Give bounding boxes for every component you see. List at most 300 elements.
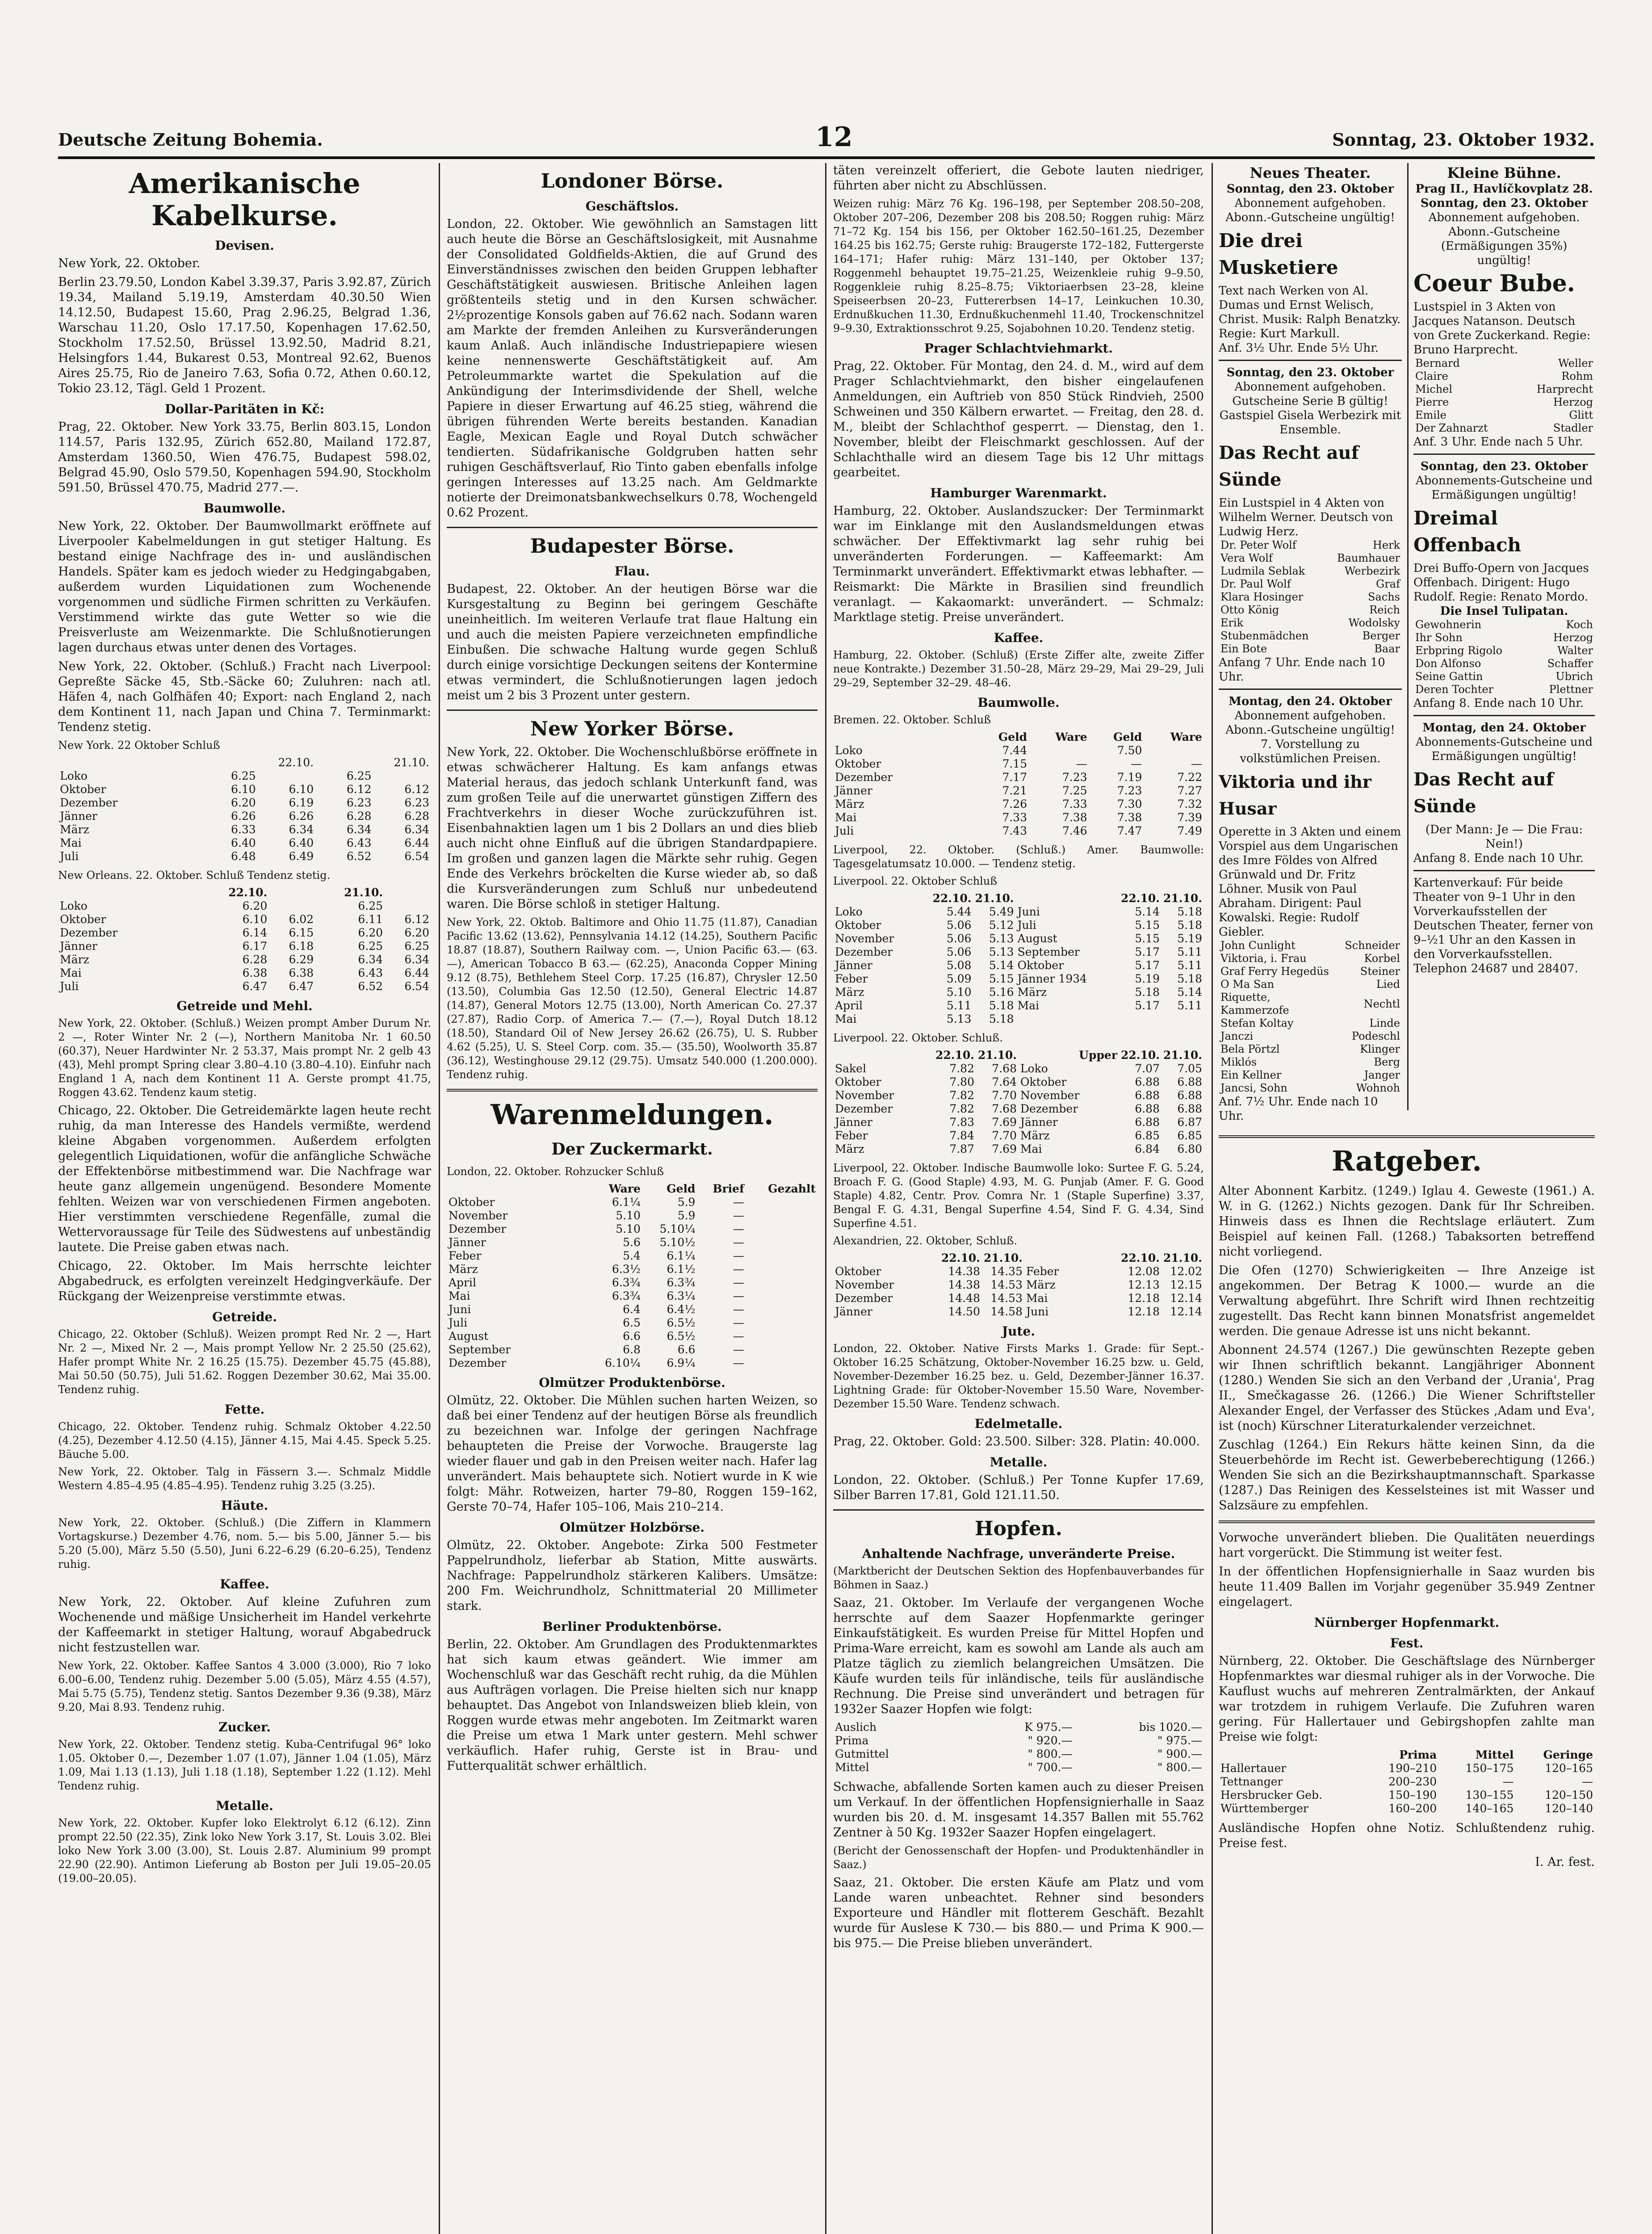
liverpool-egyptian-table	[833, 1049, 1204, 1156]
table-cell: Mai	[1017, 999, 1040, 1012]
table-cell: März	[835, 1142, 864, 1155]
table-row	[58, 823, 431, 836]
table-cell: 5.10	[946, 986, 972, 999]
table-row	[447, 1196, 818, 1209]
table-cell: 5.11	[1177, 945, 1202, 958]
neues-date: Sonntag, den 23. Oktober	[1226, 182, 1394, 196]
table-cell: Dezember	[1020, 1102, 1078, 1115]
table-cell: März	[60, 823, 89, 836]
saaz-note: In der öffentlichen Hopfensignierhalle in Saaz wurden bis heute 11.409 Ballen im Vorjahr gegenüber 35.949 Zentner eingelagert.	[1219, 1565, 1595, 1609]
actor-name: Podeschl	[1351, 1030, 1400, 1042]
subhead-getreide-2: Getreide.	[212, 1310, 277, 1324]
table-cell: —	[733, 1209, 744, 1222]
table-cell	[1029, 744, 1089, 757]
kleine2-note: Abonnements-Gutscheine und Ermäßigungen ungültig!	[1415, 474, 1593, 502]
cast-row	[1219, 642, 1402, 655]
table-cell: 6.88	[1135, 1102, 1160, 1115]
column-1	[58, 163, 431, 2234]
column-header: 22.10.	[1121, 1251, 1160, 1264]
table-cell: Mittel	[835, 1761, 869, 1774]
role-name: O Ma San	[1220, 978, 1275, 991]
table-cell: 190–210	[1388, 1762, 1437, 1775]
table-cell: 12.08	[1128, 1265, 1160, 1278]
fette-text-1: Chicago, 22. Oktober. Tendenz ruhig. Schmalz Oktober 4.22.50 (4.25), Dezember 4.12.50 (4.15), Jänner 4.15, Mai 4.45. Speck 5.25. Bäuche 5.00.	[58, 1420, 431, 1461]
table-cell: 7.82	[949, 1089, 974, 1102]
viktoria-time: Anf. 7½ Uhr. Ende nach 10 Uhr.	[1219, 1095, 1378, 1123]
table-cell	[833, 1049, 934, 1062]
recht-time: Anfang 7 Uhr. Ende nach 10 Uhr.	[1219, 656, 1385, 684]
cast-row	[1219, 1069, 1402, 1082]
table-cell: 150–175	[1465, 1762, 1514, 1775]
table-cell: November	[835, 1278, 894, 1291]
table-row	[833, 1292, 1204, 1305]
table-cell: 5.06	[946, 945, 972, 958]
ny-table-head: New York. 22 Oktober Schluß	[58, 739, 220, 752]
footer-note: I. Ar. fest.	[1535, 1855, 1595, 1869]
table-cell: 7.82	[949, 1062, 974, 1075]
table-cell: Württemberger	[1220, 1802, 1308, 1815]
table-cell: 5.11	[1177, 959, 1202, 972]
table-cell: 6.26	[231, 810, 256, 823]
recht-info: Ein Lustspiel in 4 Akten von Wilhelm Werner. Deutsch von Ludwig Herz.	[1219, 496, 1393, 538]
table-cell: 7.50	[1117, 744, 1142, 757]
table-row	[833, 1721, 1204, 1734]
table-row	[447, 1276, 818, 1289]
role-name: Deren Tochter	[1415, 683, 1494, 696]
table-row	[447, 1289, 818, 1303]
table-row	[833, 1062, 1204, 1075]
table-cell: 6.44	[404, 836, 429, 849]
table-cell: 140–165	[1465, 1802, 1514, 1815]
table-cell: 5.06	[946, 932, 972, 945]
table-cell: 6.87	[1177, 1116, 1202, 1129]
table-cell: 7.22	[1177, 771, 1202, 784]
table-cell: —	[1582, 1775, 1593, 1788]
table-cell: 6.25	[346, 769, 372, 782]
table-cell: 7.70	[992, 1089, 1017, 1102]
actor-name: Ubrich	[1556, 670, 1593, 683]
table-cell: Mai	[60, 836, 82, 849]
table-cell: Juli	[1017, 919, 1036, 932]
table-cell: 7.17	[1002, 771, 1027, 784]
table-cell: 6.49	[289, 850, 314, 863]
table-row	[1219, 1802, 1595, 1815]
table-cell: Jänner	[449, 1236, 486, 1249]
divider	[833, 1509, 1204, 1511]
table-cell: 6.34	[404, 823, 429, 836]
nuernberg-price-table	[1219, 1748, 1595, 1815]
subhead-edelmetalle: Edelmetalle.	[974, 1416, 1063, 1431]
column-header: Geringe	[1543, 1748, 1593, 1761]
kleine-addr: Prag II., Havlíčkovplatz 28.	[1415, 182, 1593, 196]
table-cell: 6.88	[1177, 1075, 1202, 1088]
actor-name: Graf	[1376, 578, 1400, 590]
table-cell: 7.27	[1177, 784, 1202, 797]
table-cell: März	[60, 953, 89, 966]
table-cell: 6.5½	[667, 1330, 696, 1343]
actor-name: Harprecht	[1536, 383, 1593, 395]
actor-name: Baar	[1374, 642, 1400, 655]
table-row	[833, 945, 1204, 959]
table-cell: Mai	[835, 811, 857, 824]
table-row	[58, 783, 431, 796]
issue-date: Sonntag, 23. Oktober 1932.	[1332, 130, 1595, 150]
budapest-text: Budapest, 22. Oktober. An der heutigen Börse war die Kursgestaltung zu Beginn bei geringem Geschäfte uneinheitlich. Im weiteren Verlaufe trat flaue Haltung ein und auch die meisten Papiere verzeichneten empfindliche Einbußen. Die schwache Haltung wurde gegen Schluß durch einige vorsichtige Deckungen seitens der Kontermine etwas vermindert, die Schlußnotierungen lagen jedoch meist um 2 bis 3 Prozent unter gestern.	[447, 582, 818, 702]
section-title-newyork: New Yorker Börse.	[530, 718, 734, 740]
insel-cast-list	[1413, 618, 1595, 696]
cast-row	[1413, 631, 1595, 644]
column-header: 22.10.	[932, 892, 972, 905]
table-cell	[385, 899, 431, 913]
role-name: Gewohnerin	[1415, 618, 1482, 631]
table-cell: Loko	[60, 899, 88, 912]
getreide-text-1: New York, 22. Oktober. (Schluß.) Weizen prompt Amber Durum Nr. 2 —, Roter Winter Nr. 2 (—), Northern Manitoba Nr. 1 60.50 (60.37), Neuer Hardwinter Nr. 2 53.37, Mais prompt Nr. 2 gelb 43 (43), Mehl prompt Spring clear 3.80–4.10 (3.80–4.10). Einfuhr nach England 1 A, nach dem Kontinent 11 A. Gerste prompt 41.75, Roggen 43.62. Tendenz kaum stetig.	[58, 1017, 431, 1099]
table-cell: —	[733, 1343, 744, 1356]
table-header-row	[58, 756, 431, 769]
table-cell: 6.43	[358, 966, 383, 979]
table-cell: 5.18	[1177, 905, 1202, 918]
table-cell: 6.5½	[667, 1316, 696, 1329]
nyborse-text: New York, 22. Oktober. Die Wochenschlußbörse eröffnete in etwas schwächerer Haltung. Es kam anfangs etwas Material heraus, das jedoch schlank Unterkunft fand, was zum großen Teile auf die unerwartet günstigen Ziffern des Frachtverkehrs in dieser Woche zurückzuführen ist. Eisenbahnaktien lagen um 1 bis 2 Dollars an und dies blieb auch nicht ohne Einfluß auf die übrigen Standardpapiere. Im großen und ganzen lagen die Märkte sehr ruhig. Gegen Ende des Verkehrs bröckelten die Kurse wieder ab, so daß die Kursveränderungen zum Schluß nur unbedeutend waren. Die Börse schloß in stetiger Haltung.	[447, 745, 818, 911]
table-cell: 6.10	[231, 783, 256, 796]
table-cell: 6.10	[289, 783, 314, 796]
table-row	[833, 1278, 1204, 1292]
coeur-cast-list	[1413, 357, 1595, 435]
subhead-zuckermarkt: Der Zuckermarkt.	[551, 1140, 713, 1159]
table-cell: 7.84	[949, 1129, 974, 1142]
table-cell: 5.09	[946, 972, 972, 985]
indisch-text: Liverpool, 22. Oktober. Indische Baumwolle loko: Surtee F. G. 5.24, Broach F. G. (Good Staple) 4.93, M. G. Punjab (Amer. F. G. Good Staple) 4.82, Centr. Prov. Comra Nr. 1 (Staple Superfine) 3.37, Bengal F. G. 4.31, Bengal Superfine 4.54, Sind F. G. 4.34, Sind Superfine 4.51.	[833, 1162, 1204, 1230]
neues-theater-block	[1219, 166, 1402, 361]
subhead-metalle: Metalle.	[990, 1455, 1048, 1470]
table-cell: 5.11	[1177, 999, 1202, 1012]
table-cell: Oktober	[1017, 959, 1064, 972]
table-cell: Jänner	[60, 810, 97, 823]
hopfen-price-table	[833, 1721, 1204, 1774]
table-row	[833, 1102, 1204, 1116]
hopfen-intro: (Marktbericht der Deutschen Sektion des Hopfenbauverbandes für Böhmen in Saaz.)	[833, 1565, 1204, 1591]
table-cell: 6.88	[1135, 1116, 1160, 1129]
cast-row	[1219, 939, 1402, 952]
table-cell: Jänner	[60, 940, 97, 953]
table-row	[58, 926, 431, 940]
weizen-text: Weizen ruhig: März 76 Kg. 196–198, per September 208.50–208, Oktober 207–206, Dezember 208 bis 208.50; Roggen ruhig: März 71–72 Kg. 154 bis 156, per Oktober 162.50–161.25, Dezember 164.25 bis 162.75; Gerste ruhig: Braugerste 172–182, Futtergerste 164–171; Hafer ruhig: März 131–140, per Oktober 137; Roggenmehl behauptet 19.75–21.25, Weizenkleie ruhig 9–9.50, Roggenkleie ruhig 8.25–8.75; Viktoriaerbsen 23–28, kleine Speiseerbsen 20–23, Futtererbsen 14–17, Leinkuchen 10.30, Erdnußkuchen 11.30, Erdnußkuchenmehl 11.40, Trockenschnitzel 9–9.30, Extraktionsschrot 9.25, Sojabohnen 10.20. Tendenz stetig.	[833, 197, 1204, 335]
table-cell: 5.9	[677, 1196, 696, 1209]
table-row	[833, 999, 1204, 1012]
kartenverkauf: Kartenverkauf: Für beide Theater von 9–1 Uhr in den Vorverkaufsstellen der Deutschen Theater, ferner von 9–½1 Uhr an den Kassen in den Vorverkaufsstellen. Telephon 24687 und 28407.	[1413, 876, 1593, 975]
cast-row	[1413, 657, 1595, 670]
theater-column-rule	[1407, 163, 1409, 1110]
table-cell: 7.15	[1002, 757, 1027, 770]
jute-text: London, 22. Oktober. Native Firsts Marks 1. Grade: für Sept.-Oktober 16.25 Schätzung, Oktober-November 16.25 bzw. u. Geld, November-Dezember 16.25 bez. u. Geld, Dezember-Jänner 16.37. Lightning Grade: für Oktober-November 15.50 Ware, November-Dezember 15.50 Ware. Tendenz schwach.	[833, 1342, 1204, 1410]
table-cell: —	[733, 1303, 744, 1316]
table-row	[58, 966, 431, 980]
table-row	[447, 1209, 818, 1222]
column-header: 21.10.	[1163, 1049, 1202, 1062]
column-header: Upper	[1079, 1049, 1117, 1062]
table-row	[833, 784, 1204, 798]
table-cell: 6.17	[242, 940, 268, 953]
table-cell: Loko	[835, 905, 863, 918]
cast-row	[1219, 965, 1402, 978]
column-4	[1219, 163, 1595, 2234]
page-number: 12	[815, 122, 853, 153]
table-row	[833, 1761, 1204, 1774]
table-header-row	[447, 1182, 818, 1196]
ratgeber-item: Alter Abonnent Karbitz. (1249.) Iglau 4. Geweste (1961.) A. W. in G. (1262.) Nichts gezogen. Dank für Ihr Schreiben. Hinweis dass es Ihnen die Rechtslage erläutert. Zum Beispiel auf keinen Fall. (1268.) Tabaksorten betreffend nicht vorliegend.	[1219, 1184, 1595, 1259]
table-cell: 7.38	[1117, 811, 1142, 824]
actor-name: Herzog	[1553, 396, 1593, 408]
table-cell: 12.18	[1128, 1305, 1160, 1318]
table-cell: 7.21	[1002, 784, 1027, 797]
table-cell: —	[733, 1316, 744, 1329]
column-header: 22.10.	[1121, 892, 1160, 905]
baumwolle-text-1: New York, 22. Oktober. Der Baumwollmarkt eröffnete auf Liverpooler Kabelmeldungen in gut stetiger Haltung. Es bestand einige Nachfrage des in- und ausländischen Handels. Später kam es jedoch wieder zu Hedgingabgaben, außerdem wurden Liquidationen zum Wochenende vorgenommen und südliche Firmen schritten zu Verkäufen. Verstimmend wirkte das gute Wetter so wie die Preisverluste am Weizenmarkte. Die Schlußnotierungen lagen durchaus etwas unter denen des Vortages.	[58, 519, 431, 655]
subhead-jute: Jute.	[1002, 1324, 1036, 1339]
role-name: Ludmila Seblak	[1220, 565, 1305, 577]
table-cell: 5.9	[677, 1209, 696, 1222]
role-name: Michel	[1415, 383, 1453, 395]
offenbach-time: Anfang 8. Ende nach 10 Uhr.	[1413, 697, 1584, 710]
col3-intro: täten vereinzelt offeriert, die Gebote lauten niedriger, führten aber nicht zu Abschlüssen.	[833, 164, 1204, 193]
actor-name: Schaffer	[1547, 657, 1593, 670]
offenbach-block	[1413, 459, 1595, 716]
kaffee-text: Hamburg, 22. Oktober. (Schluß) (Erste Ziffer alte, zweite Ziffer neue Kontrakte.) Dezember 31.50–28, März 29–29, Mai 29–29, Juli 29–29, September 32–29. 48–46.	[833, 649, 1204, 689]
column-header	[385, 886, 431, 899]
cast-row	[1219, 578, 1402, 591]
table-header-row	[58, 886, 431, 899]
actor-name: Stadler	[1553, 422, 1593, 434]
subhead-nuernberg-fest: Fest.	[1390, 1636, 1424, 1650]
table-row	[833, 1734, 1204, 1747]
table-cell: 6.9¼	[667, 1356, 696, 1369]
table-cell: Oktober	[449, 1196, 495, 1209]
role-name: Klara Hosinger	[1220, 591, 1304, 603]
table-cell: 5.18	[1177, 919, 1202, 932]
table-cell: 6.14	[242, 926, 268, 939]
column-2	[447, 163, 818, 2234]
column-header: 22.10.	[935, 1049, 974, 1062]
recht-block	[1219, 365, 1402, 690]
table-row	[58, 769, 431, 783]
table-cell: 6.4½	[667, 1303, 696, 1316]
alexandria-table	[833, 1251, 1204, 1319]
ratgeber-item: Zuschlag (1264.) Ein Rekurs hätte keinen Sinn, da die Steuerbehörde im Recht ist. Gewerbeberechtigung (1266.) Wenden Sie sich an die Bezirkshauptmannschaft. Sparkasse (1287.) Das Reinigen des Kesselsteines ist mit Wasser und Salzsäure zu empfehlen.	[1219, 1438, 1595, 1512]
table-cell: März	[835, 798, 864, 810]
table-cell: Jänner 1934	[1017, 972, 1087, 985]
column-header	[1024, 1251, 1119, 1265]
montag-note: Abonnement aufgehoben. Abonn.-Gutscheine ungültig! 7. Vorstellung zu volkstümlichen Preisen.	[1225, 709, 1395, 765]
table-cell: Dezember	[60, 796, 118, 809]
hopfen3-intro: (Bericht der Genossenschaft der Hopfen- und Produktenhändler in Saaz.)	[833, 1844, 1204, 1871]
viktoria-info: Operette in 3 Akten und einem Vorspiel aus dem Ungarischen des Imre Földes von Alfred Grünwald und Dr. Fritz Löhner. Musik von Paul Abraham. Dirigent: Paul Kowalski. Regie: Rudolf Giebler.	[1219, 825, 1401, 939]
table-cell: 6.18	[289, 940, 314, 953]
liverpool-head: Liverpool. 22. Oktober Schluß	[833, 875, 998, 887]
recht2-block	[1413, 721, 1595, 871]
table-row	[833, 1747, 1204, 1761]
table-cell: November	[449, 1209, 508, 1222]
table-cell: 6.34	[404, 953, 429, 966]
table-cell: Juni	[1017, 905, 1040, 918]
table-cell: April	[449, 1276, 476, 1289]
table-cell: Feber	[835, 1129, 868, 1142]
table-row	[58, 913, 431, 926]
role-name: Viktoria, i. Frau	[1220, 952, 1307, 965]
table-row	[447, 1236, 818, 1249]
table-cell: 5.11	[946, 999, 972, 1012]
table-cell: K 975.—	[1024, 1721, 1073, 1734]
column-header: 21.10.	[975, 892, 1014, 905]
subhead-schlachtvieh: Prager Schlachtviehmarkt.	[924, 341, 1113, 356]
hopfen-text-2: Schwache, abfallende Sorten kamen auch zu dieser Preisen um Verkauf. In der öffentlichen Hopfensignierhalle in Saaz wurden bis 20. d. M. insgesamt 14.357 Ballen mit 55.762 Zentner à 50 Kg. 1932er Saazer Hopfen eingelagert.	[833, 1780, 1204, 1839]
top-rule	[58, 156, 1595, 159]
hopfen-note: Vorwoche unverändert blieben. Die Qualitäten neuerdings hart vorgerückt. Die Stimmung ist weiter fest.	[1219, 1531, 1595, 1560]
table-cell	[1016, 1012, 1119, 1026]
table-header-row	[833, 1251, 1204, 1265]
table-header-row	[833, 731, 1204, 744]
table-cell	[447, 1182, 587, 1196]
table-cell: 7.47	[1117, 824, 1142, 837]
nuernberg-text: Nürnberg, 22. Oktober. Die Geschäftslage des Nürnberger Hopfenmarktes war diesmal ruhiger als in der Vorwoche. Die Kauflust wuchs auf mehreren Zentralmärkten, der Ankauf war trotzdem in ruhigem Verlaufe. Die Zufuhren waren gering. Für Hallertauer und Gebirgshopfen zahlte man Preise wie folgt:	[1219, 1654, 1595, 1744]
cast-row	[1219, 604, 1402, 617]
actor-name: Berg	[1374, 1056, 1400, 1068]
table-cell: 6.38	[289, 966, 314, 979]
column-header: Prima	[1399, 1748, 1437, 1761]
table-cell: 5.14	[1177, 986, 1202, 999]
recht2-title: Das Recht auf Sünde	[1413, 769, 1554, 817]
subhead-devisen: Devisen.	[215, 238, 274, 253]
table-row	[833, 811, 1204, 824]
table-cell: 6.43	[346, 836, 372, 849]
table-cell: 6.6	[677, 1343, 696, 1356]
table-cell	[833, 892, 931, 905]
column-header: Gezahlt	[768, 1182, 816, 1195]
table-cell: 6.20	[358, 926, 383, 939]
column-header: Geld	[998, 731, 1027, 743]
fette-text-2: New York, 22. Oktober. Talg in Fässern 3.—. Schmalz Middle Western 4.85–4.95 (4.85–4.95). Tendenz ruhig 3.25 (3.25).	[58, 1466, 431, 1492]
table-cell: Dezember	[449, 1356, 507, 1369]
table-cell	[373, 769, 431, 783]
montag-date: Montag, den 24. Oktober	[1229, 695, 1392, 708]
column-header: Ware	[1170, 731, 1202, 743]
role-name: Ein Bote	[1220, 642, 1267, 655]
table-cell: 6.3¾	[612, 1289, 641, 1302]
table-cell: 6.85	[1177, 1129, 1202, 1142]
actor-name: Janger	[1364, 1069, 1400, 1081]
column-header: 22.10.	[278, 756, 314, 769]
table-cell: 6.20	[404, 926, 429, 939]
liverpool-intro: Liverpool, 22. Oktober. (Schluß.) Amer. Baumwolle: Tagesgelatumsatz 10.000. — Tendenz stetig.	[833, 844, 1204, 870]
neues-theater-listing	[1219, 163, 1402, 1128]
column-header: 21.10.	[978, 1049, 1017, 1062]
table-row	[58, 836, 431, 850]
table-cell: 6.85	[1135, 1129, 1160, 1142]
table-cell: 7.33	[1002, 811, 1027, 824]
table-cell: 6.48	[231, 850, 256, 863]
recht2-info: (Der Mann: Je — Die Frau: Nein!)	[1425, 823, 1583, 851]
role-name: Erbpring Rigolo	[1415, 644, 1502, 657]
recht-cast-list	[1219, 539, 1402, 655]
column-header	[269, 886, 315, 899]
schlacht-text: Prag, 22. Oktober. Für Montag, den 24. d. M., wird auf dem Prager Schlachtviehmarkt, den bisher eingelaufenen Anmeldungen, ein Auftrieb von 850 Stück Rindvieh, 2500 Schweinen und 350 Kälbern erwartet. — Freitag, den 28. d. M., bleibt der Schlachthof gesperrt. — Dienstag, den 1. November, bleibt der Fleischmarkt geschlossen. Auf der Schlachthalle wird an diesem Tage bis 12 Uhr mittags gearbeitet.	[833, 359, 1204, 479]
table-cell: 6.3¾	[612, 1276, 641, 1289]
table-row	[833, 1116, 1204, 1129]
cast-row	[1219, 539, 1402, 552]
table-row	[833, 1089, 1204, 1102]
subhead-fette: Fette.	[224, 1402, 265, 1417]
table-cell: März	[835, 986, 864, 999]
table-cell: —	[1131, 757, 1142, 770]
table-cell: Jänner	[835, 784, 872, 797]
table-cell: 6.25	[231, 769, 256, 782]
table-cell: —	[733, 1222, 744, 1235]
table-cell: 7.23	[1062, 771, 1087, 784]
table-cell: Mai	[835, 1012, 857, 1025]
table-cell: 5.19	[1135, 972, 1160, 985]
table-cell: November	[835, 932, 894, 945]
column-header: 21.10.	[344, 886, 383, 899]
table-cell: 5.13	[946, 1012, 972, 1025]
table-cell: 7.33	[1062, 798, 1087, 810]
table-row	[833, 1265, 1204, 1278]
table-cell: Juli	[60, 980, 79, 993]
table-row	[833, 932, 1204, 945]
table-cell: 130–155	[1465, 1789, 1514, 1801]
musketiere-info: Text nach Werken von Al. Dumas und Ernst Welisch, Christ. Musik: Ralph Benatzky. Regie: Kurt Markull.	[1219, 284, 1401, 340]
divider	[1219, 1135, 1595, 1138]
table-cell: März	[449, 1263, 478, 1276]
role-name: Vera Wolf	[1220, 552, 1273, 564]
table-cell: 7.23	[1117, 784, 1142, 797]
table-cell: Jänner	[835, 959, 872, 972]
table-cell: November	[835, 1089, 894, 1102]
cast-row	[1219, 952, 1402, 965]
table-cell: 120–150	[1545, 1789, 1593, 1801]
montag2-note: Abonnements-Gutscheine und Ermäßigungen ungültig!	[1415, 735, 1593, 763]
subhead-baumwolle: Baumwolle.	[203, 501, 286, 516]
section-title-ratgeber: Ratgeber.	[1332, 1145, 1482, 1177]
table-cell	[833, 731, 974, 744]
column-header: 21.10.	[983, 1251, 1023, 1264]
table-cell: 14.48	[948, 1292, 980, 1305]
table-cell: 5.6	[623, 1236, 641, 1249]
subhead-holz: Olmützer Holzbörse.	[559, 1520, 705, 1535]
montag2-date: Montag, den 24. Oktober	[1422, 721, 1586, 735]
table-cell: Jänner	[835, 1305, 872, 1318]
table-cell: —	[1502, 1775, 1514, 1788]
table-cell: 5.10½	[659, 1236, 696, 1249]
table-cell: 6.15	[289, 926, 314, 939]
table-cell: 6.23	[404, 796, 429, 809]
table-cell: 5.16	[989, 986, 1014, 999]
table-cell: Mai	[449, 1289, 470, 1302]
table-cell	[258, 769, 315, 783]
hamburg-text: Hamburg, 22. Oktober. Auslandszucker: Der Terminmarkt war im Einklange mit den Auslandsmeldungen etwas schwächer. Der Effektivmarkt lag sehr ruhig bei unveränderten Forderungen. — Kaffeemarkt: Am Terminmarkt unverändert. Effektivmarkt etwas lebhafter. — Reismarkt: Die Märkte in Brasilien sind freundlich veranlagt. — Kakaomarkt: unverändert. — Schmalz: Marktlage stetig. Preise unverändert.	[833, 504, 1204, 624]
table-cell: " 920.—	[1027, 1734, 1073, 1747]
table-row	[58, 940, 431, 953]
column-header: Geld	[1113, 731, 1142, 743]
table-cell: 5.4	[623, 1249, 641, 1262]
table-cell: 7.39	[1177, 811, 1202, 824]
neues2-note: Abonnement aufgehoben. Gutscheine Serie B gültig! Gastspiel Gisela Werbezirk mit Ensemble.	[1219, 380, 1401, 437]
table-row	[58, 796, 431, 810]
role-name: Bernard	[1415, 357, 1460, 370]
table-header-row	[1219, 1748, 1595, 1762]
table-cell: März	[1026, 1278, 1056, 1291]
actor-name: Plettner	[1549, 683, 1593, 696]
table-cell: 7.87	[949, 1142, 974, 1155]
cast-row	[1413, 357, 1595, 370]
